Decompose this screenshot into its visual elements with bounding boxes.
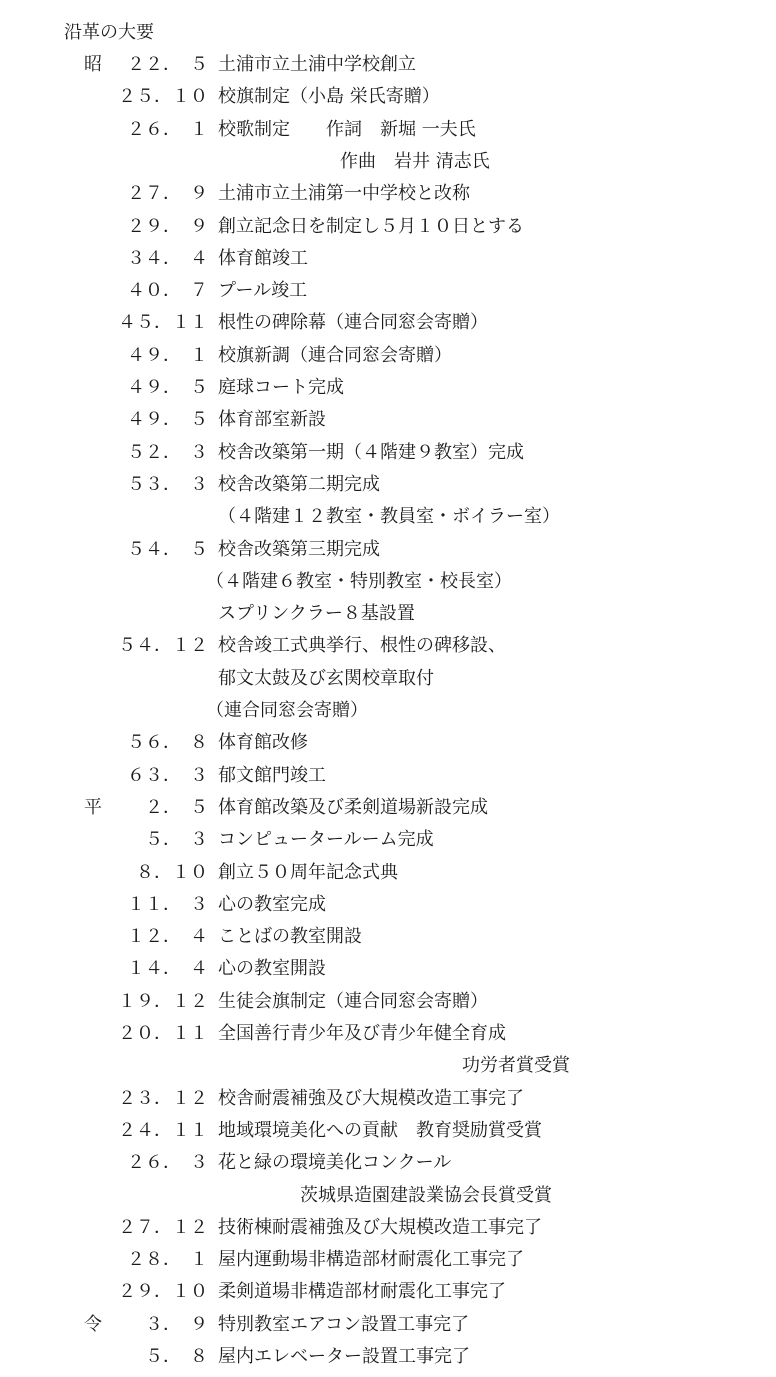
history-entry <box>0 824 776 856</box>
entry-date: ８．１０ <box>136 861 208 883</box>
entry-text: 創立記念日を制定し５月１０日とする <box>218 215 524 237</box>
entry-text: 体育館竣工 <box>218 247 308 269</box>
entry-continuation: （４階建１２教室・教員室・ボイラー室） <box>218 506 560 528</box>
entry-date: ２７． ９ <box>127 183 208 205</box>
history-entry <box>0 243 776 275</box>
history-entry <box>0 1083 776 1115</box>
history-entry <box>0 114 776 146</box>
entry-continuation: 作曲 岩井 清志氏 <box>340 150 490 172</box>
history-entry <box>0 340 776 372</box>
entry-text: 土浦市立土浦第一中学校と改称 <box>218 183 470 205</box>
history-entry <box>0 178 776 210</box>
history-entry <box>0 1050 776 1082</box>
entry-text: 屋内運動場非構造部材耐震化工事完了 <box>218 1249 524 1271</box>
entry-date: ４０． ７ <box>127 280 208 302</box>
entry-text: 校舎改築第一期（４階建９教室）完成 <box>218 441 524 463</box>
era-label: 令 <box>84 1313 102 1335</box>
history-entry <box>0 598 776 630</box>
history-entry <box>0 1276 776 1308</box>
entry-date: ６３． ３ <box>127 764 208 786</box>
entry-text: プール竣工 <box>218 280 308 302</box>
entry-date: ２０．１１ <box>118 1023 208 1044</box>
entry-continuation: 郁文太鼓及び玄関校章取付 <box>218 667 434 689</box>
entry-date: ５２． ３ <box>127 441 208 463</box>
entry-text: 校舎竣工式典挙行、根性の碑移設、 <box>218 635 506 657</box>
document-heading: 沿革の大要 <box>64 22 154 43</box>
entry-date: ２９． ９ <box>127 215 208 237</box>
history-entry <box>0 404 776 436</box>
entry-date: ４９． ５ <box>127 377 208 398</box>
entry-continuation: （４階建６教室・特別教室・校長室） <box>206 570 512 592</box>
history-entry <box>0 921 776 953</box>
history-entry <box>0 211 776 243</box>
history-entry <box>0 566 776 598</box>
entry-date: ５． ８ <box>145 1346 208 1367</box>
history-entry <box>0 1341 776 1373</box>
entry-date: １１． ３ <box>127 893 208 915</box>
entry-date: ５． ３ <box>145 829 208 851</box>
history-entry <box>0 630 776 662</box>
history-entry <box>0 695 776 727</box>
entry-date: １２． ４ <box>127 926 208 948</box>
entry-text: 生徒会旗制定（連合同窓会寄贈） <box>218 990 488 1012</box>
entry-text: ことばの教室開設 <box>218 926 362 948</box>
history-entry <box>0 534 776 566</box>
history-entry <box>0 275 776 307</box>
history-entry <box>0 760 776 792</box>
entry-date: ２３．１２ <box>118 1087 208 1109</box>
entry-date: ４９． ５ <box>127 409 208 431</box>
history-entry <box>0 1115 776 1147</box>
entry-text: 校舎改築第三期完成 <box>218 538 380 560</box>
history-entry <box>0 889 776 921</box>
era-label: 昭 <box>84 54 102 75</box>
entry-text: 特別教室エアコン設置工事完了 <box>218 1313 470 1335</box>
entry-text: 体育館改修 <box>218 732 308 754</box>
entry-text: 技術棟耐震補強及び大規模改造工事完了 <box>218 1216 542 1238</box>
entry-continuation: 功労者賞受賞 <box>462 1055 570 1077</box>
entry-date: ２８． １ <box>127 1249 208 1271</box>
history-entry <box>0 792 776 824</box>
entry-date: ４９． １ <box>127 344 208 366</box>
entry-date: ２６． ３ <box>127 1152 208 1174</box>
entry-text: 校舎耐震補強及び大規模改造工事完了 <box>218 1087 524 1109</box>
history-entry <box>0 372 776 404</box>
entry-date: ４５．１１ <box>118 312 208 334</box>
entry-text: 校歌制定 作詞 新堀 一夫氏 <box>218 118 476 140</box>
history-entry <box>0 1147 776 1179</box>
entry-text: 心の教室開設 <box>218 958 326 980</box>
entry-text: 校旗制定（小島 栄氏寄贈） <box>218 86 440 108</box>
entry-continuation: 茨城県造園建設業協会長賞受賞 <box>300 1184 552 1206</box>
history-entry <box>0 663 776 695</box>
history-entry <box>0 81 776 113</box>
history-entry <box>0 501 776 533</box>
entry-date: ２５．１０ <box>118 86 208 108</box>
entry-text: 全国善行青少年及び青少年健全育成 <box>218 1023 506 1044</box>
history-entry <box>0 437 776 469</box>
entry-continuation: スプリンクラー８基設置 <box>218 603 415 625</box>
history-entry <box>0 857 776 889</box>
history-entry <box>0 146 776 178</box>
entry-text: 庭球コート完成 <box>218 377 344 398</box>
entry-text: 校舎改築第二期完成 <box>218 473 380 495</box>
entry-date: ５６． ８ <box>127 732 208 754</box>
entry-date: ２４．１１ <box>118 1119 208 1141</box>
entry-continuation: （連合同窓会寄贈） <box>206 700 368 721</box>
entry-text: 花と緑の環境美化コンクール <box>218 1152 452 1174</box>
entry-date: ２９．１０ <box>118 1281 208 1303</box>
era-label: 平 <box>84 796 102 818</box>
entry-text: 体育部室新設 <box>218 409 326 431</box>
history-entry <box>0 1309 776 1341</box>
history-entry <box>0 1244 776 1276</box>
entry-text: 屋内エレベーター設置工事完了 <box>218 1346 470 1367</box>
entry-date: ５３． ３ <box>127 473 208 495</box>
history-entry <box>0 1018 776 1050</box>
history-entry <box>0 1212 776 1244</box>
entry-text: コンピュータールーム完成 <box>218 829 434 851</box>
entry-date: ２７．１２ <box>118 1216 208 1238</box>
entry-date: １４． ４ <box>127 958 208 980</box>
history-entry <box>0 1180 776 1212</box>
entry-date: ２６． １ <box>127 118 208 140</box>
entry-text: 柔剣道場非構造部材耐震化工事完了 <box>218 1281 506 1303</box>
entry-date: ２． ５ <box>145 796 208 818</box>
history-entry <box>0 469 776 501</box>
history-entry <box>0 986 776 1018</box>
entry-text: 心の教室完成 <box>218 893 326 915</box>
entry-text: 根性の碑除幕（連合同窓会寄贈） <box>218 312 488 334</box>
entry-text: 創立５０周年記念式典 <box>218 861 398 883</box>
entry-date: ３４． ４ <box>127 247 208 269</box>
entry-text: 校旗新調（連合同窓会寄贈） <box>218 344 452 366</box>
history-entry <box>0 727 776 759</box>
entry-date: ５４． ５ <box>127 538 208 560</box>
entry-date: ５４．１２ <box>118 635 208 657</box>
entry-text: 郁文館門竣工 <box>218 764 326 786</box>
entry-date: ２２． ５ <box>127 54 208 75</box>
entry-text: 地域環境美化への貢献 教育奨励賞受賞 <box>218 1119 542 1141</box>
entry-text: 土浦市立土浦中学校創立 <box>218 54 416 75</box>
history-entry <box>0 953 776 985</box>
history-entry <box>0 49 776 81</box>
history-entry <box>0 307 776 339</box>
entry-date: ３． ９ <box>145 1313 208 1335</box>
entry-text: 体育館改築及び柔剣道場新設完成 <box>218 796 488 818</box>
entry-date: １９．１２ <box>118 990 208 1012</box>
